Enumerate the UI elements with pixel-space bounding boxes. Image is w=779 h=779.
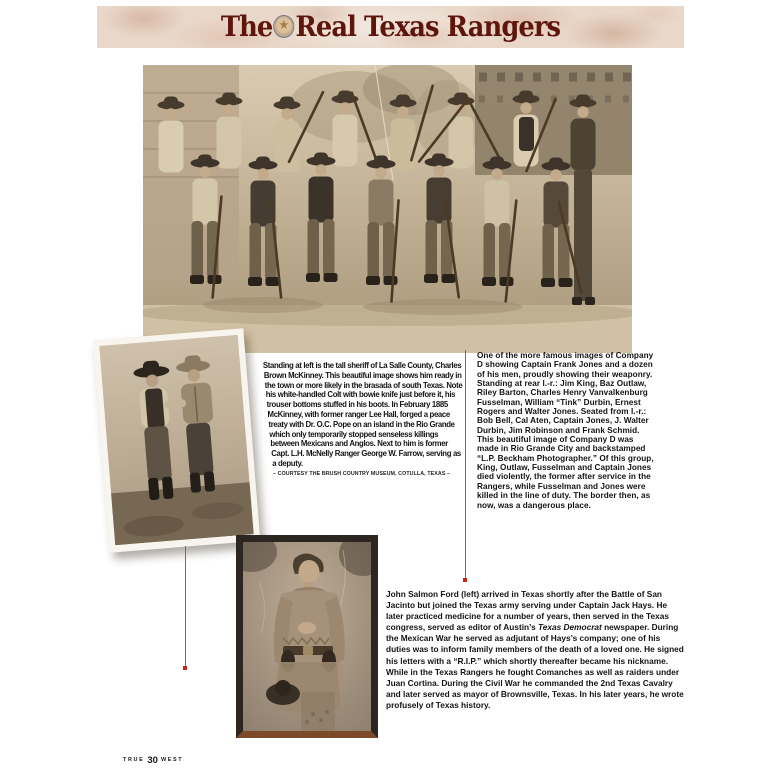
- page-number: 30: [147, 755, 158, 766]
- article-mckinney-body: Standing at left is the tall sheriff of La Salle County, Charles Brown McKinney. This beautiful image shows him ready in the town or more likely in the brasada of south Texas. Note his white-handled Colt with bowie knife just before it, his trouser bottoms stuffed in his boots. In February 1885 McKinney, with former ranger Lee Hall, forged a peace treaty with Dr. O.C. Pope on an island in the Rio Grande which only temporarily stopped senseless killings between Mexicans and Anglos. Next to him is former Capt. L.H. McNelly Ranger George W. Farrow, serving as a deputy.: [262, 361, 463, 468]
- article-mckinney: [262, 361, 466, 509]
- page-footer: [123, 750, 183, 768]
- group-photo-illustration: [143, 65, 632, 353]
- leader-dot-right: [463, 578, 467, 582]
- article-ford-rest: newspaper. During the Mexican War he served as adjutant of Hays’s company; one of his duties was to inform family members of the death of a loved one. He signed his letters with a “R.I.P.” which shortly thereafter became his nickname. While in the Texas Rangers he fought Comanches as well as raiders under Juan Cortina. During the Civil War he commanded the 2nd Texas Cavalry and later served as mayor of Brownsville, Texas. In his later years, he wrote profusely of Texas history.: [386, 622, 684, 710]
- tilted-photo-illustration: [99, 335, 254, 546]
- star-icon: ★: [278, 18, 290, 33]
- tilted-photo: [93, 328, 261, 552]
- header-banner: [97, 6, 684, 48]
- portrait-photo: [236, 535, 378, 738]
- article-ford: [386, 589, 684, 711]
- group-photo: [143, 65, 632, 353]
- portrait-photo-illustration: [243, 542, 371, 731]
- article-ford-italic-title: Texas Democrat: [538, 622, 602, 633]
- leader-dot-left: [183, 666, 187, 670]
- article-company-d: [477, 351, 654, 510]
- article-company-d-body: One of the more famous images of Company D showing Captain Frank Jones and a dozen of his men, proudly showing their weaponry. Standing at rear l.-r.: Jim King, Baz Outlaw, Riley Barton, Charles Henry Vanvalkenburg Fusselman, William “Tink” Durbin, Ernest Rogers and Walter Jones. Seated from l.-r.: Bob Bell, Cal Aten, Captain Jones, J. Walter Durbin, Jim Robinson and Frank Schmid. This beautiful image of Company D was made in Rio Grande City and backstamped “L.P. Beckham Photographer.” Of this group, King, Outlaw, Fusselman and Captain Jones died violently, the former after service in the Rangers, while Fusselman and Jones were killed in the line of duty. The border then, as now, was a dangerous place.: [477, 351, 654, 510]
- magazine-name-left: TRUE: [123, 757, 145, 763]
- article-ford-lead: John Salmon Ford (left) arrived in Texas shortly after the Battle of San Jacinto but joined the Texas army serving under Captain Jack Hays. He later practiced medicine for a number of years, then served in the Texas congress, served as editor of Austin’s: [386, 589, 669, 633]
- photo-credit: – COURTESY THE BRUSH COUNTRY MUSEUM, COTULLA, TEXAS –: [273, 470, 451, 477]
- title-rest: Real Texas Rangers: [295, 10, 561, 43]
- title-word-the: The: [220, 10, 273, 43]
- leader-line-left: [185, 546, 186, 666]
- ranger-star-badge-icon: [273, 15, 294, 38]
- page-title: [120, 11, 660, 43]
- magazine-name-right: WEST: [160, 757, 184, 763]
